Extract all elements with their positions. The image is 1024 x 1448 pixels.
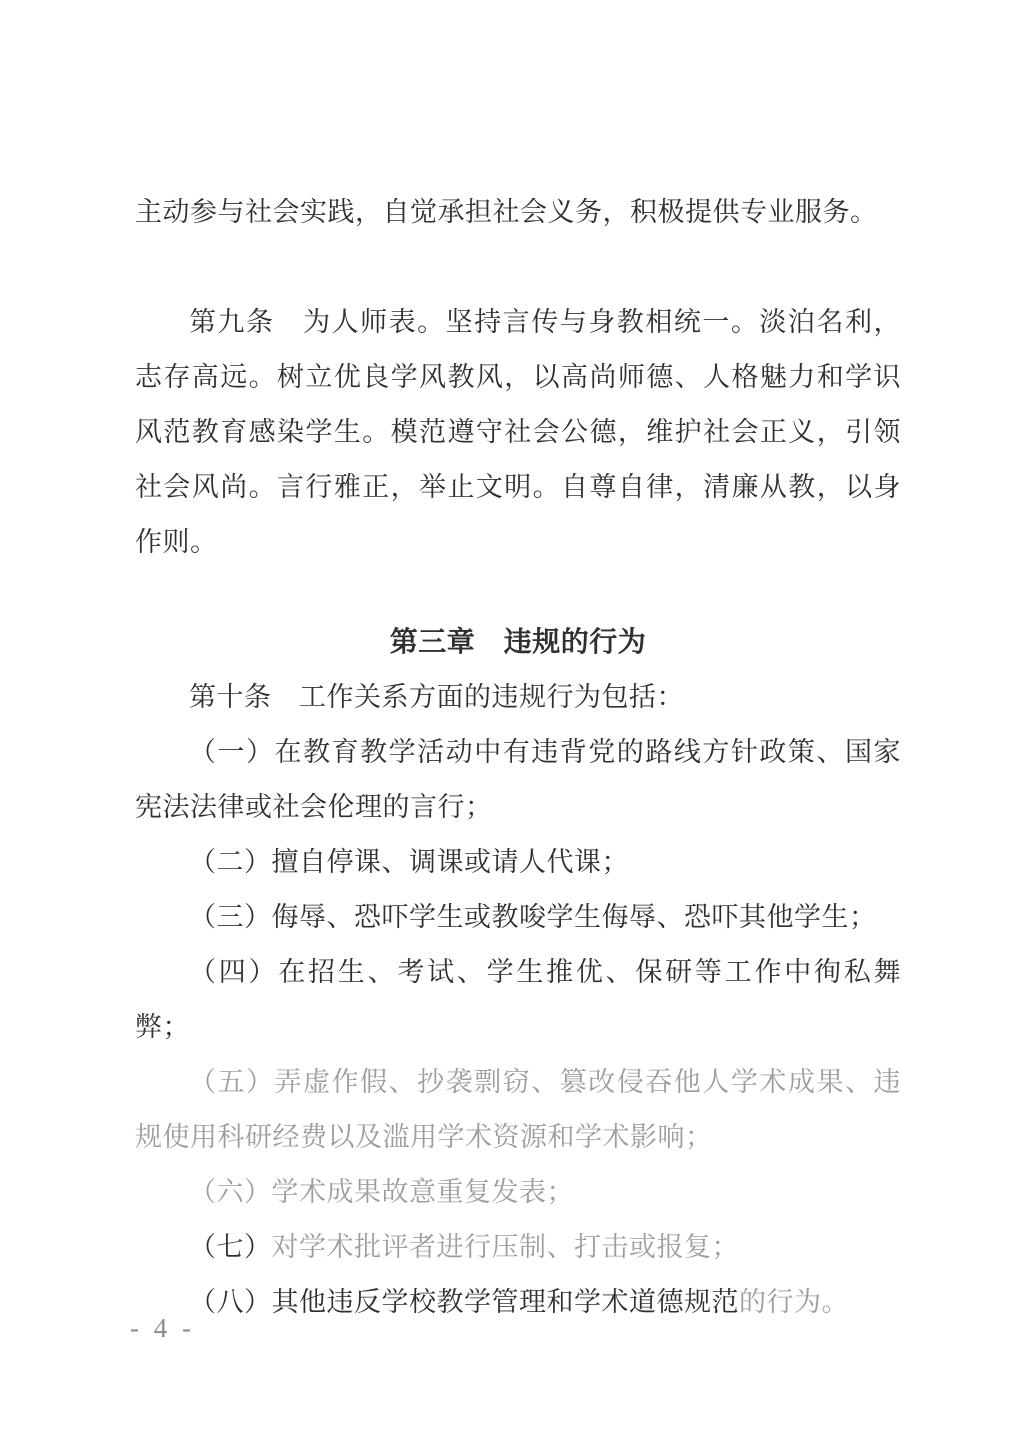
list-item-5 (135, 1055, 901, 1165)
list-item-3 (135, 890, 901, 945)
item-5-text-faded: （五）弄虚作假、抄袭剽窃、篡改侵吞他人学术成果、违规使用科研经费以及滥用学术资源和学术影响； (135, 1067, 901, 1152)
list-item-7 (135, 1220, 901, 1275)
list-item-6 (135, 1165, 901, 1220)
list-item-8 (135, 1275, 901, 1330)
paragraph-article-10-intro: 第十条 工作关系方面的违规行为包括： (189, 682, 684, 712)
item-7-marker: （七） (189, 1232, 272, 1262)
chapter-heading: 第三章 违规的行为 (389, 627, 647, 658)
list-item-4 (135, 945, 901, 1055)
item-8-text-faded: 的行为。 (739, 1287, 849, 1317)
item-6-text-faded: （六）学术成果故意重复发表； (189, 1177, 574, 1207)
paragraph-continuation: 主动参与社会实践，自觉承担社会义务，积极提供专业服务。 (135, 197, 878, 227)
list-item-2 (135, 835, 901, 890)
item-4-text: （四）在招生、考试、学生推优、保研等工作中徇私舞弊； (135, 957, 901, 1042)
document-body (135, 185, 901, 1330)
item-1-text: （一）在教育教学活动中有违背党的路线方针政策、国家宪法法律或社会伦理的言行； (135, 737, 901, 822)
item-3-text: （三）侮辱、恐吓学生或教唆学生侮辱、恐吓其他学生； (189, 902, 877, 932)
item-2-text: （二）擅自停课、调课或请人代课； (189, 847, 629, 877)
page-number: - 4 - (130, 1313, 195, 1343)
item-8-text: （八）其他违反学校教学管理和学术道德规范 (189, 1287, 739, 1317)
item-7-text-faded: 对学术批评者进行压制、打击或报复； (271, 1232, 739, 1262)
list-item-1 (135, 725, 901, 835)
paragraph-article-9: 第九条 为人师表。坚持言传与身教相统一。淡泊名利，志存高远。树立优良学风教风，以高尚师德、人格魅力和学识风范教育感染学生。模范遵守社会公德，维护社会正义，引领社会风尚。言行雅正，举止文明。自尊自律，清廉从教，以身作则。 (135, 307, 901, 557)
